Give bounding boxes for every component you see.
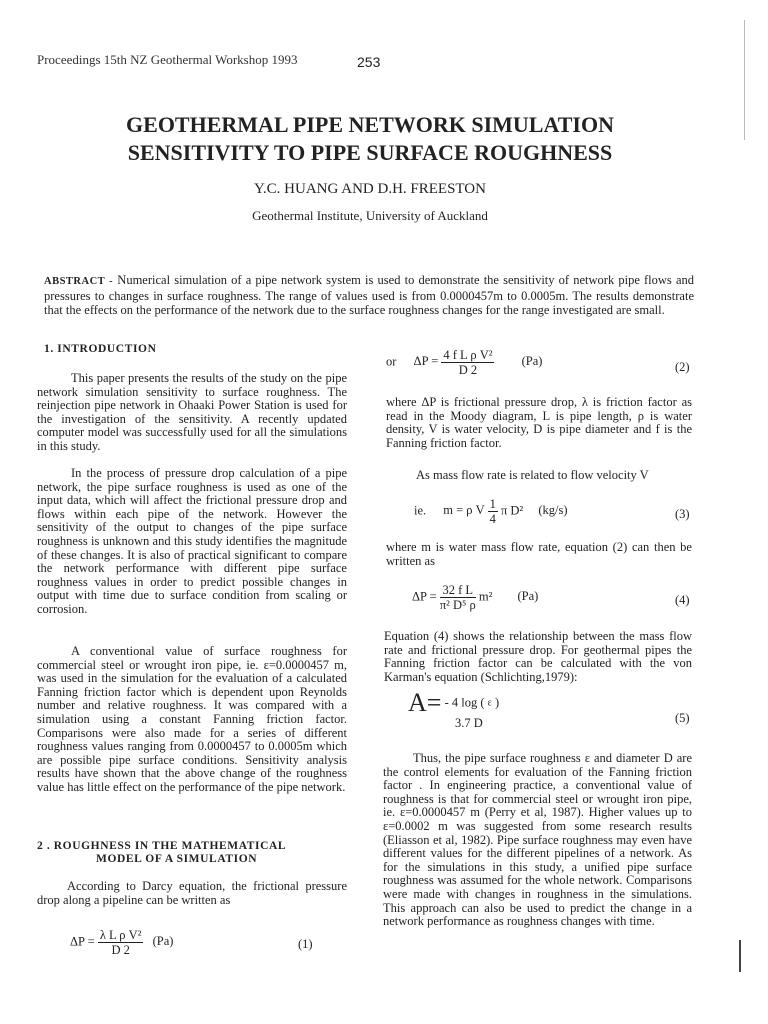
eq3-number: (3) — [675, 507, 690, 521]
page-number: 253 — [357, 54, 381, 70]
section-1-heading: 1. INTRODUCTION — [44, 343, 157, 355]
eq5-lhs: A= — [408, 688, 442, 717]
abstract-text: Numerical simulation of a pipe network system is used to demonstrate the sensitivity of network pipe flows and pressures to changes in surface roughness. The range of values used is from 0.0000457m to 0.0005m. The results demonstrate that the effects on the performance of the network due to the surface roughness changes for the range investigated are small. — [44, 273, 694, 317]
equation-4-description — [384, 630, 692, 684]
intro-paragraph-1 — [37, 372, 347, 454]
paper-affiliation: Geothermal Institute, University of Auckland — [252, 208, 488, 223]
eq5-inner: ε — [487, 697, 492, 709]
eq4-numerator: 32 f L — [440, 583, 476, 598]
substitution-paragraph — [386, 541, 692, 568]
eq1-number: (1) — [298, 937, 313, 951]
mass-flow-paragraph — [416, 469, 696, 483]
eq3-lhs: m = ρ V — [443, 503, 485, 518]
darcy-paragraph — [37, 880, 347, 907]
eq3-unit: (kg/s) — [538, 503, 568, 518]
friction-definition-p: where ΔP is frictional pressure drop, λ is friction factor as read in the Moody diagram, L is pipe length, ρ is water density, V is water velocity, D is pipe diameter and f is the Fanning friction factor. — [386, 395, 692, 450]
eq2-fraction — [441, 348, 494, 377]
eq4-fraction — [440, 583, 476, 612]
roughness-p: Thus, the pipe surface roughness ε and diameter D are the control elements for evaluation of the Fanning friction factor . In engineering practice, a conventional value of roughness is that for commercial steel or wrought iron pipe, ie. ε=0.0000457 m (Perry et al, 1987). Higher values up to ε=0.0002 m was suggested from some research results (Eliasson et al, 1982). Pipe surface roughness may even have different values for the different pipelines of a network. As for the simulations in this study, a unified pipe surface roughness was assumed for the whole network. Comparisons were made with changes in roughness in the simulations. This approach can also be used to predict the change in a network performance as roughness changes with time. — [383, 751, 692, 929]
friction-definition-paragraph — [386, 396, 692, 450]
page-edge-line-bottom — [739, 940, 741, 972]
eq4-number: (4) — [675, 593, 690, 607]
eq3-denominator: 4 — [489, 512, 496, 526]
eq3-fraction — [488, 497, 498, 526]
eq3-numerator: 1 — [489, 497, 496, 511]
eq2-denominator: D 2 — [458, 363, 478, 377]
roughness-paragraph — [383, 752, 692, 929]
intro-paragraph-2 — [37, 467, 347, 617]
intro-p3: A conventional value of surface roughness for commercial steel or wrought iron pipe, ie. ε=0.0000457 m, was used in the simulation for the evaluation of a calculated Fanning friction factor which is dependent upon Reynolds number and relative roughness. It was compared with a simulation using a constant Fanning friction factor. Comparisons were also made for a series of different roughness values ranging from 0.0000457 to 0.0005m which are possible pipe surface conditions. Sensitivity analysis results have shown that the above change of the roughness value has little effect on the performance of the pipe network. — [37, 644, 347, 794]
equation-2 — [386, 348, 542, 377]
eq2-prefix: or — [386, 354, 397, 369]
eq2-number: (2) — [675, 360, 690, 374]
eq1-lhs: ΔP = — [70, 934, 95, 949]
equation-4-description-p: Equation (4) shows the relationship between the mass flow rate and frictional pressure drop. For geothermal pipes the Fanning friction factor can be calculated with the von Karman's equation (Schlichting,1979): — [384, 629, 692, 684]
eq4-lhs: ΔP = — [412, 589, 437, 604]
eq1-numerator: λ L ρ V² — [99, 928, 142, 942]
page-edge-line — [744, 20, 745, 140]
eq1-unit: (Pa) — [152, 934, 174, 949]
equation-4 — [412, 583, 538, 612]
equation-1 — [70, 928, 173, 957]
paper-title-line2: SENSITIVITY TO PIPE SURFACE ROUGHNESS — [127, 140, 613, 165]
eq4-unit: (Pa) — [517, 589, 539, 604]
eq2-unit: (Pa) — [521, 354, 543, 369]
eq1-fraction — [98, 928, 144, 957]
equation-5 — [408, 688, 499, 718]
equation-3 — [414, 497, 567, 526]
proceedings-header: Proceedings 15th NZ Geothermal Workshop 1993 — [37, 52, 298, 67]
intro-p1: This paper presents the results of the study on the pipe network simulation sensitivity to surface roughness. The reinjection pipe network in Ohaaki Power Station is used for the investigation of the sensitivity. A recently updated computer model was successfully used for all the simulations in this study. — [37, 371, 347, 453]
mass-flow-p: As mass flow rate is related to flow velocity V — [416, 468, 649, 482]
paper-authors: Y.C. HUANG AND D.H. FREESTON — [254, 181, 486, 197]
eq3-prefix: ie. — [414, 503, 427, 518]
eq3-rhs: π D² — [500, 503, 524, 518]
eq5-denominator: 3.7 D — [455, 716, 483, 730]
abstract-label: ABSTRACT - — [44, 276, 114, 287]
eq1-denominator: D 2 — [111, 943, 130, 957]
paper-title-line1: GEOTHERMAL PIPE NETWORK SIMULATION — [126, 112, 614, 137]
eq4-denominator: π² D⁵ ρ — [439, 598, 476, 612]
eq5-close: ) — [494, 695, 500, 710]
eq4-rhs: m² — [478, 589, 493, 604]
eq5-number: (5) — [675, 711, 690, 725]
intro-p2: In the process of pressure drop calculation of a pipe network, the pipe surface roughness is used as one of the input data, which will affect the frictional pressure drop and flows within each pipe of the network. However the sensitivity of the output to changes of the pipe surface roughness is unknown and this study identifies the magnitude of these changes. It is also of practical significant to compare the network performance with different pipe surface roughness values in order to predict possible changes in output with time due to surface condition from scaling or corrosion. — [37, 466, 347, 616]
intro-paragraph-3 — [37, 645, 347, 795]
darcy-p: According to Darcy equation, the frictional pressure drop along a pipeline can be written as — [37, 879, 347, 907]
eq2-lhs: ΔP = — [413, 354, 439, 369]
substitution-p: where m is water mass flow rate, equation (2) can then be written as — [386, 540, 692, 568]
section-2-heading-line1: 2 . ROUGHNESS IN THE MATHEMATICAL — [37, 840, 287, 852]
eq5-mid: - 4 log ( — [444, 695, 485, 710]
abstract — [44, 273, 694, 317]
section-2-heading-line2: MODEL OF A SIMULATION — [96, 853, 258, 865]
eq2-numerator: 4 f L ρ V² — [443, 348, 493, 362]
